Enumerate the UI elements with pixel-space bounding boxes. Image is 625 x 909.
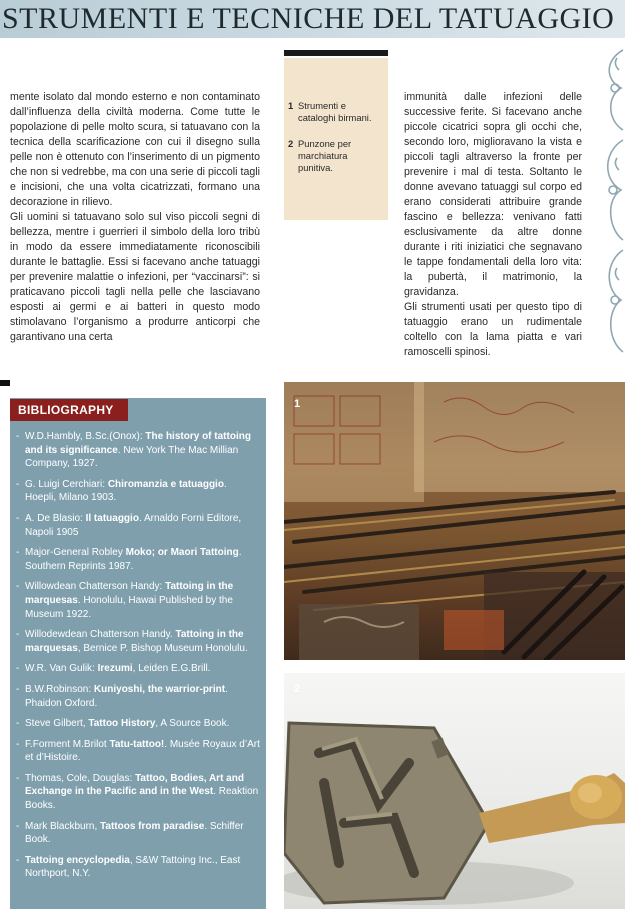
bibliography-author: Major-General Robley [25, 547, 126, 559]
caption-item [288, 100, 382, 124]
bibliography-publisher: . Reaktion Books. [25, 786, 259, 812]
photo-branding-stamp [284, 673, 625, 909]
body-text-left [10, 90, 260, 345]
tattoo-tools-photo-icon [284, 382, 625, 660]
bibliography-title: Tatu-tattoo! [109, 738, 165, 750]
bibliography-item [16, 854, 260, 881]
caption-box [284, 58, 388, 220]
caption-number: 2 [288, 138, 294, 149]
bibliography-author: Thomas, Cole, Douglas: [25, 772, 136, 784]
branding-stamp-photo-icon [284, 673, 625, 909]
bibliography-author: W.D.Hambly, B.Sc.(Onox): [25, 431, 146, 442]
bibliography-item [16, 683, 260, 710]
bibliography-title: The history of tattoing and its significance [25, 431, 251, 456]
bibliography-item [16, 662, 260, 676]
bibliography-item [16, 717, 260, 731]
bibliography-title: Irezumi [97, 663, 133, 675]
bibliography-item [16, 820, 260, 847]
bibliography-item [16, 628, 260, 655]
bibliography-publisher: . Honolulu, Hawai Published by the Museum 1922. [25, 594, 233, 620]
bibliography-author: Willowdean Chatterson Handy: [25, 581, 166, 593]
bibliography-author: Willodewdean Chatterson Handy. [25, 629, 176, 641]
photo-tattoo-tools [284, 382, 625, 660]
bibliography-item [16, 512, 260, 539]
body-text-right [404, 90, 582, 360]
bibliography-publisher: . Musée Royaux d’Art et d’Histoire. [25, 738, 260, 764]
bibliography-item [16, 738, 260, 765]
bibliography-title: Tattoing encyclopedia [25, 854, 130, 866]
paragraph: immunità dalle infezioni delle successive ferite. Si facevano anche piccole cicatrici sopra gli occhi che, secondo loro, miglioravano la vista e piccoli tagli altraverso la fronte per prevenire i mal di testa. Soltanto le donne avevano tatuaggi sul corpo ed erano considerati attribuire grande fascino e bellezza: venivano fatti esclusivamente da altre donne durante i riti iniziatici che segnavano le tappe fondamentali della loro vita: la pubertà, il matrimonio, la gravidanza. [404, 91, 582, 298]
bibliography-publisher: , A Source Book. [155, 718, 230, 730]
bibliography-title: Tattoing in the marquesas [25, 581, 234, 606]
bibliography-author: F.Forment M.Brilot [25, 738, 110, 750]
bibliography-item [16, 478, 260, 505]
bibliography-publisher: , Bernice P. Bishop Museum Honolulu. [77, 642, 248, 654]
bibliography-publisher: . Southern Reprints 1987. [25, 547, 242, 572]
caption-item [288, 138, 382, 174]
bibliography-author: Mark Blackburn, [25, 820, 101, 832]
section-marker [0, 380, 10, 386]
bibliography-heading: BIBLIOGRAPHY [10, 399, 128, 421]
bibliography-author: W.R. Van Gulik: [25, 663, 98, 675]
bibliography-author: G. Luigi Cerchiari: [25, 478, 108, 490]
bibliography-publisher: , Leiden E.G.Brill. [132, 663, 211, 675]
bibliography-publisher: . New York The Mac Millian Company, 1927. [25, 444, 239, 470]
paragraph: Gli uomini si tatuavano solo sul viso piccoli segni di bellezza, mentre i guerrieri il simbolo della loro tribù in modo da essere immediatamente riconoscibili durante le battaglie. Essi si facevano anche tatuaggi per prevenire malattie o infezioni, per “vaccinarsi”: si praticavano piccoli tagli nella pelle che lasciavano esposti ai germi e ai batteri in questo modo stimolavano l’organismo a produrre anticorpi che garantivano una certa [10, 211, 260, 343]
bibliography-item [16, 580, 260, 621]
bibliography-title: Kuniyoshi, the warrior-print [93, 683, 226, 695]
photo-number: 2 [294, 683, 301, 695]
ornament-icon [595, 40, 625, 370]
bibliography-publisher: . Arnaldo Forni Editore, Napoli 1905 [25, 512, 242, 538]
bibliography-title: Tattoing in the marquesas [25, 629, 244, 654]
bibliography-item [16, 430, 260, 471]
bibliography-title: Tattoo, Bodies, Art and Exchange in the Pacific and in the West [25, 772, 244, 798]
photo-number: 1 [294, 398, 301, 410]
bibliography-publisher: . Phaidon Oxford. [25, 683, 228, 709]
bibliography-author: B.W.Robinson: [25, 683, 94, 695]
page-header [0, 0, 625, 38]
bibliography-author: A. De Blasio: [25, 512, 86, 524]
bibliography-author: Steve Gilbert, [25, 718, 89, 730]
bibliography-publisher: . Schiffer Book. [25, 820, 244, 846]
paragraph: mente isolato dal mondo esterno e non contaminato dall’influenza della civiltà moderna. Come tutte le popolazione di pelle molto scura, si tatuavano con la tecnica della scarificazione con cui il disegno sulla pelle non è ottenuto con l’inserimento di un pigmento che non si vedrebbe, ma con una serie di piccoli tagli e incisioni, che una volta cicatrizzati, formano una decorazione in rilievo. [10, 91, 260, 208]
bibliography-title: Moko; or Maori Tattoing [125, 547, 239, 559]
page-title: STRUMENTI E TECNICHE DEL TATUAGGIO [2, 2, 615, 35]
caption-text: Strumenti e cataloghi birmani. [298, 100, 372, 123]
bibliography-item [16, 546, 260, 573]
bibliography-publisher: . Hoepli, Milano 1903. [25, 478, 227, 504]
caption-number: 1 [288, 100, 294, 111]
paragraph: Gli strumenti usati per questo tipo di tatuaggio erano un rudimentale coltello con la lama piatta e vari ramoscelli spinosi. [404, 301, 582, 358]
bibliography-list [16, 430, 260, 888]
caption-bar [284, 50, 388, 56]
bibliography-item [16, 772, 260, 813]
bibliography-title: Chiromanzia e tatuaggio [107, 478, 224, 490]
bibliography-title: Il tatuaggio [85, 512, 139, 524]
bibliography-title: Tattoo History [88, 718, 156, 730]
bibliography-publisher: , S&W Tattoing Inc., East Northport, N.Y. [25, 854, 241, 880]
bibliography-title: Tattoos from paradise [100, 820, 205, 832]
caption-text: Punzone per marchiatura punitiva. [298, 138, 352, 173]
